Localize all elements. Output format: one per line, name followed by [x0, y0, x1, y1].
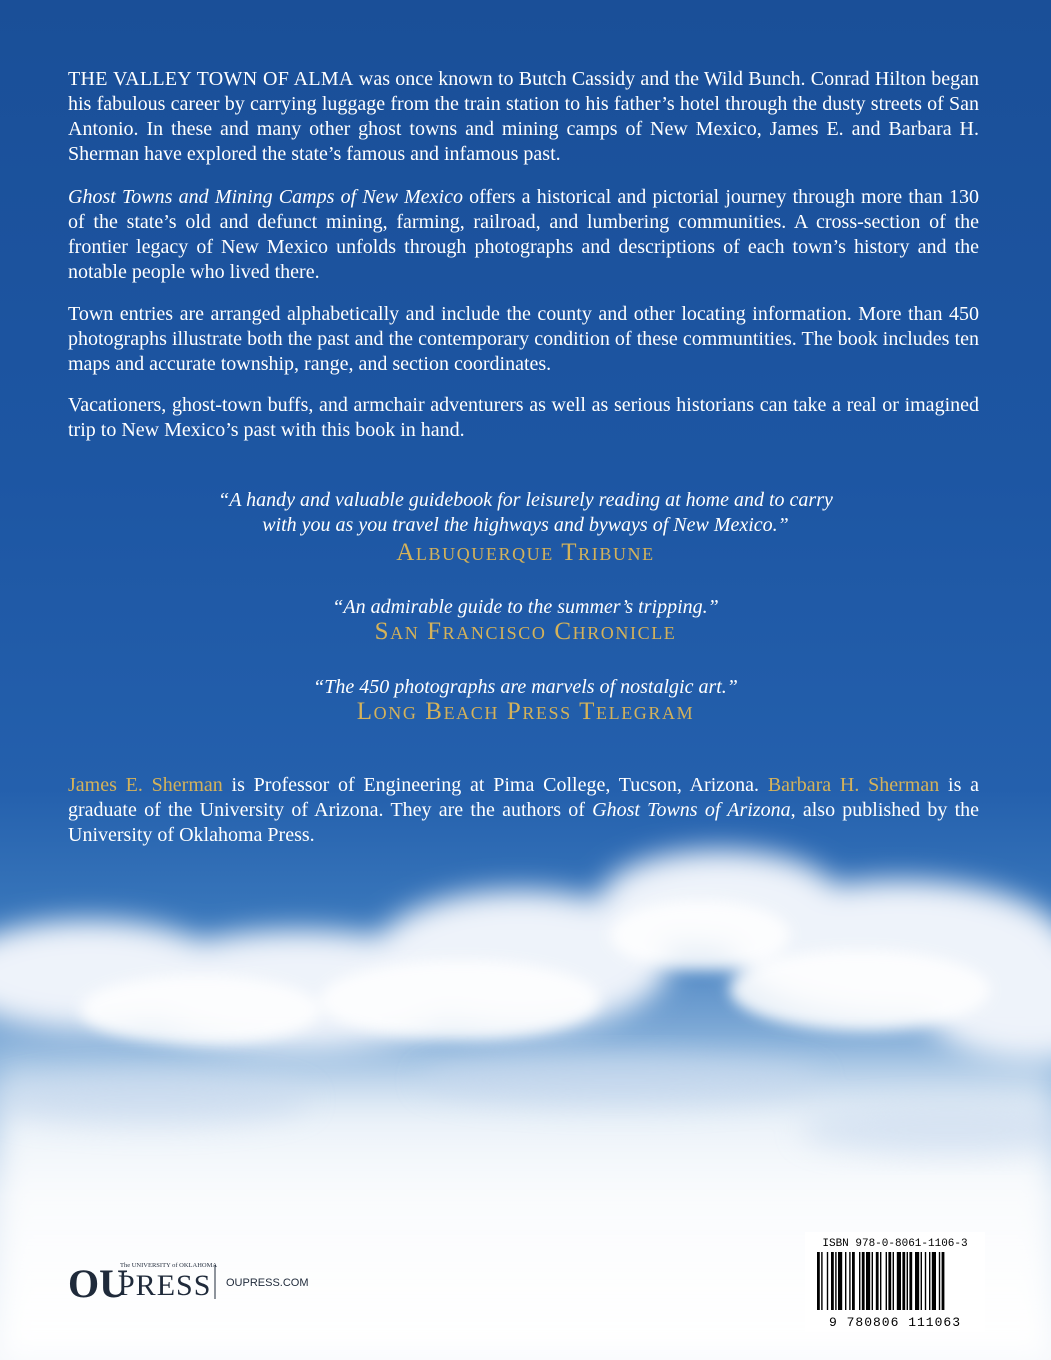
barcode-bar — [852, 1252, 855, 1310]
blurb-lead-caps: THE VALLEY TOWN OF ALMA — [68, 68, 354, 90]
barcode-bar — [929, 1252, 930, 1310]
author-bio-text-1: is Professor of Engineering at Pima College, Tucson, Arizona. — [222, 774, 768, 796]
blurb-paragraph-4: Vacationers, ghost-town buffs, and armchair adventurers as well as serious historians can take a real or imagined trip to New Mexico’s past with this book in hand. — [68, 394, 979, 441]
review-source-3: Long Beach Press Telegram — [356, 698, 695, 725]
isbn-label: ISBN 978-0-8061-1106-3 — [822, 1238, 968, 1250]
blurb-paragraph-2 — [68, 185, 979, 285]
barcode-bar — [817, 1252, 820, 1310]
barcode-bar — [886, 1252, 887, 1310]
barcode-bar — [831, 1252, 834, 1310]
review-quote-1-line-2: with you as you travel the highways and byways of New Mexico.” — [262, 514, 789, 536]
ou-monogram-text: OU — [68, 1261, 128, 1306]
barcode-bar — [862, 1252, 865, 1310]
blurb-paragraph-3: Town entries are arranged alphabetically and include the county and other locating information. More than 450 photographs illustrate both the past and the contemporary condition of these communtities. The book includes ten maps and accurate township, range, and section coordinates. — [68, 303, 979, 375]
publisher-logo — [68, 1255, 318, 1307]
publisher-small-line: The UNIVERSITY of OKLAHOMA — [120, 1262, 218, 1269]
barcode-bar — [897, 1252, 901, 1310]
barcode-graphic — [805, 1232, 985, 1332]
author-bio-text-3: , also published by the University of Oklahoma Press. — [68, 799, 980, 846]
barcode-bar — [925, 1252, 926, 1310]
publisher-url: OUPRESS.COM — [226, 1277, 309, 1289]
barcode-bar — [921, 1252, 922, 1310]
review-quote-3: “The 450 photographs are marvels of nostalgic art.” — [313, 676, 738, 698]
review-source-1: Albuquerque Tribune — [396, 539, 655, 566]
barcode-bar — [932, 1252, 936, 1310]
isbn-barcode — [805, 1232, 985, 1332]
author-bio — [68, 773, 979, 848]
barcode-bar — [849, 1252, 850, 1310]
barcode-bar — [838, 1252, 842, 1310]
review-quote-1-line-1: “A handy and valuable guidebook for leisurely reading at home and to carry — [218, 489, 833, 511]
author-name-barbara: Barbara H. Sherman — [767, 774, 940, 796]
barcode-bar — [907, 1252, 908, 1310]
barcode-bar — [880, 1252, 881, 1310]
review-quote-2: “An admirable guide to the summer’s tripping.” — [332, 596, 719, 618]
barcode-bar — [902, 1252, 905, 1310]
barcode-bar — [942, 1252, 945, 1310]
barcode-bar — [915, 1252, 919, 1310]
barcode-bar — [876, 1252, 879, 1310]
barcode-bar — [845, 1252, 846, 1310]
barcode-bar — [888, 1252, 891, 1310]
blurb-p1-text: was once known to Butch Cassidy and the Wild Bunch. Conrad Hilton began his fabulous career by carrying luggage from the train station to his father’s hotel through the dusty streets of San Antonio. In these and many other ghost towns and mining camps of New Mexico, James E. and Barbara H. Sherman have explored the state’s famous and infamous past. — [68, 68, 979, 165]
barcode-bars — [817, 1252, 944, 1310]
blurb-p2-text: offers a historical and pictorial journey through more than 130 of the state’s old and defunct mining, farming, railroad, and lumbering communities. A cross-section of the frontier legacy of New Mexico unfolds through photographs and descriptions of each town’s history and the notable people who lived there. — [68, 186, 979, 283]
barcode-bar — [827, 1252, 828, 1310]
book-title-italic: Ghost Towns and Mining Camps of New Mexico — [68, 186, 463, 208]
barcode-bar — [939, 1252, 940, 1310]
author-name-james: James E. Sherman — [68, 774, 223, 796]
barcode-bar — [872, 1252, 873, 1310]
barcode-bar — [821, 1252, 822, 1310]
publisher-name: PRESS — [118, 1269, 212, 1302]
author-bio-text-2: is a graduate of the University of Arizona. They are the authors of — [68, 774, 980, 821]
barcode-bar — [835, 1252, 836, 1310]
author-other-book-title: Ghost Towns of Arizona — [592, 799, 791, 821]
blurb-paragraph-1 — [68, 67, 979, 167]
review-quote-1 — [100, 488, 951, 538]
barcode-bar — [859, 1252, 860, 1310]
barcode-bar — [893, 1252, 894, 1310]
barcode-bar — [909, 1252, 912, 1310]
barcode-bar — [866, 1252, 870, 1310]
barcode-digits: 9 780806 111063 — [828, 1315, 962, 1330]
review-source-2: San Francisco Chronicle — [374, 618, 677, 645]
